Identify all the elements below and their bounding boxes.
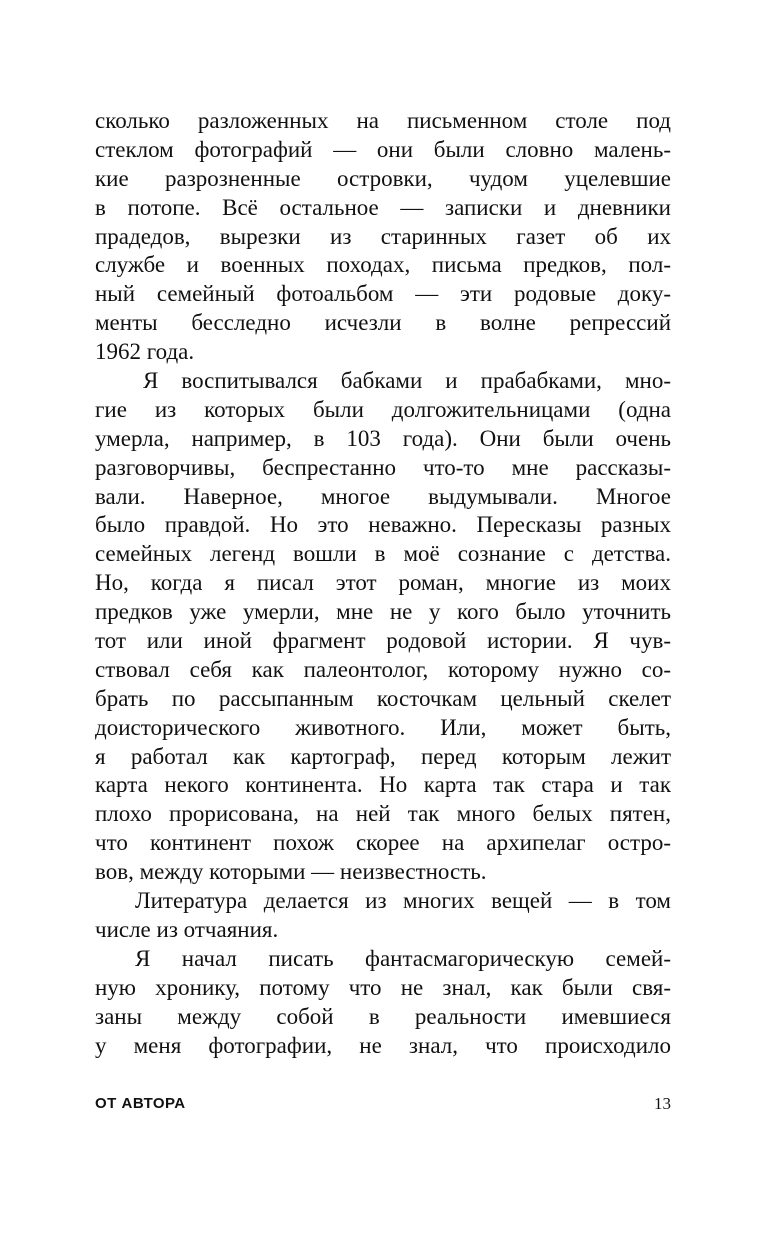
text-line: Литература делается из многих вещей — в том bbox=[135, 888, 671, 914]
text-line: умерла, например, в 103 года). Они были очень bbox=[95, 425, 671, 451]
text-line: стеклом фотографий — они были словно малень- bbox=[95, 136, 671, 162]
text-line: что континент похож скорее на архипелаг остро- bbox=[95, 830, 671, 856]
page-footer bbox=[95, 1092, 671, 1116]
text-line: было правдой. Но это неважно. Пересказы разных bbox=[95, 512, 671, 538]
text-line: ную хронику, потому что не знал, как были свя- bbox=[95, 974, 671, 1000]
text-line: сколько разложенных на письменном столе под bbox=[95, 108, 671, 133]
text-line: Я начал писать фантасмагорическую семей- bbox=[135, 945, 671, 971]
text-line: вали. Наверное, многое выдумывали. Многое bbox=[95, 483, 671, 509]
text-line: числе из отчаяния. bbox=[95, 916, 279, 942]
text-line: заны между собой в реальности имевшиеся bbox=[95, 1003, 671, 1029]
text-line: у меня фотографии, не знал, что происходило bbox=[95, 1032, 671, 1058]
text-line: разговорчивы, беспрестанно что-то мне рассказы- bbox=[95, 454, 671, 480]
text-line: Я воспитывался бабками и прабабками, мно- bbox=[143, 368, 671, 394]
text-line: тот или иной фрагмент родовой истории. Я чув- bbox=[95, 628, 671, 654]
text-line: предков уже умерли, мне не у кого было уточнить bbox=[95, 599, 671, 625]
text-line: брать по рассыпанным косточкам цельный скелет bbox=[95, 685, 671, 711]
text-line: кие разрозненные островки, чудом уцелевшие bbox=[95, 165, 671, 191]
text-line: ствовал себя как палеонтолог, которому нужно со- bbox=[95, 656, 671, 682]
text-line: службе и военных походах, письма предков, пол- bbox=[95, 252, 671, 278]
text-line: семейных легенд вошли в моё сознание с детства. bbox=[95, 541, 671, 567]
page-body-text bbox=[95, 107, 671, 1060]
text-line: я работал как картограф, перед которым лежит bbox=[95, 743, 671, 769]
text-line: Но, когда я писал этот роман, многие из моих bbox=[95, 570, 671, 596]
text-line: гие из которых были долгожительницами (одна bbox=[95, 396, 671, 422]
text-line: карта некого континента. Но карта так стара и так bbox=[95, 772, 671, 798]
text-line: 1962 года. bbox=[95, 339, 195, 365]
text-line: доисторического животного. Или, может быть, bbox=[95, 714, 671, 740]
text-line: плохо прорисована, на ней так много белых пятен, bbox=[95, 801, 671, 827]
text-line: вов, между которыми — неизвестность. bbox=[95, 859, 487, 885]
text-line: менты бесследно исчезли в волне репрессий bbox=[95, 310, 671, 336]
running-head: ОТ АВТОРА bbox=[95, 1095, 186, 1112]
text-line: прадедов, вырезки из старинных газет об их bbox=[95, 223, 671, 249]
text-line: в потопе. Всё остальное — записки и дневники bbox=[95, 194, 671, 220]
text-line: ный семейный фотоальбом — эти родовые доку- bbox=[95, 281, 671, 307]
page-number: 13 bbox=[654, 1094, 671, 1113]
